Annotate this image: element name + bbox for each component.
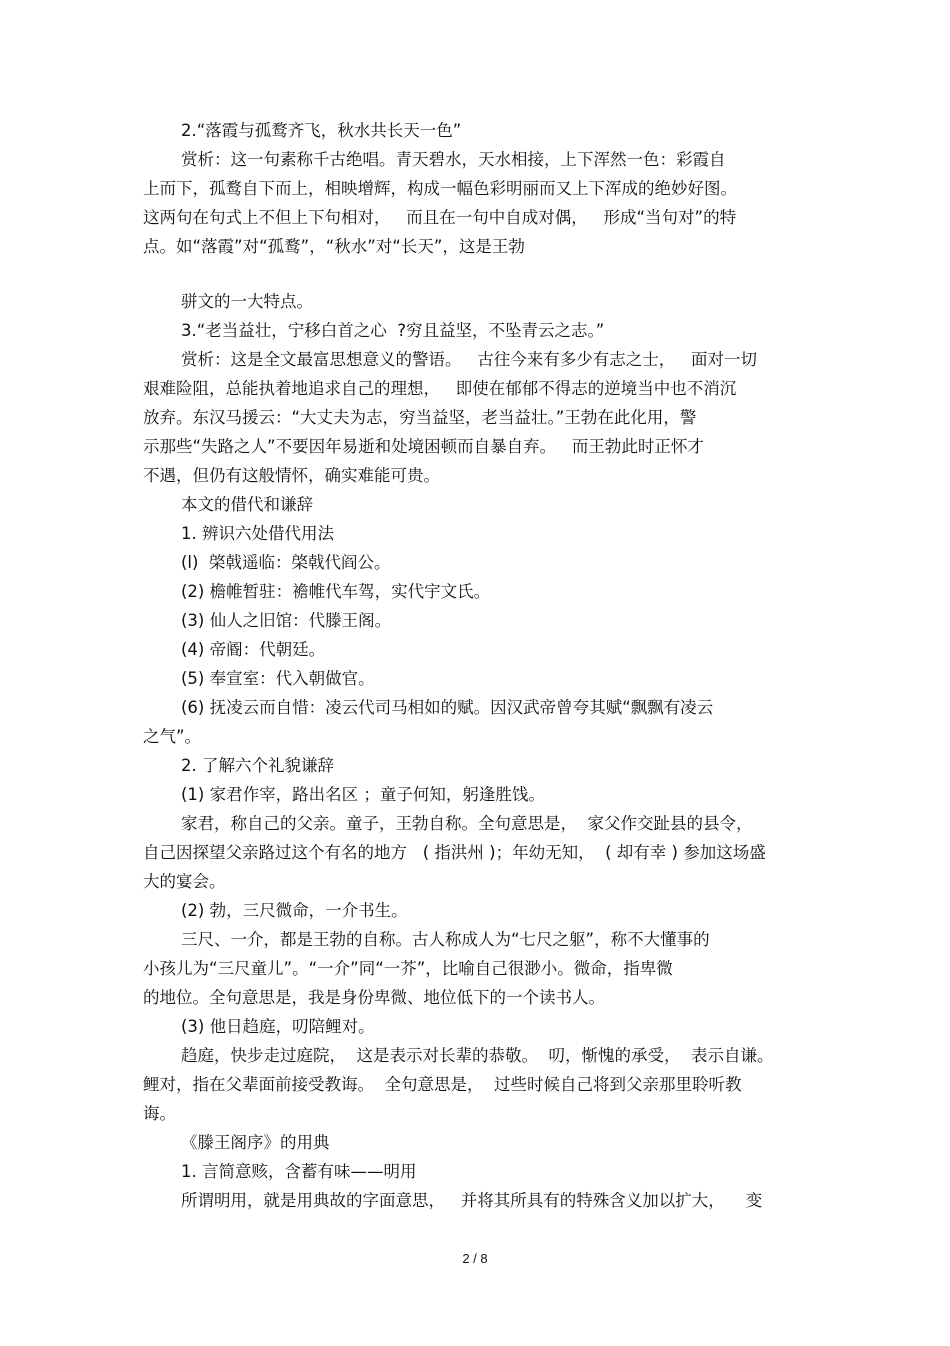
list-item: (6) 抚凌云而自惜：凌云代司马相如的赋。因汉武帝曾夸其赋“飘飘有凌云 (181, 698, 714, 717)
text-line: 2.“落霞与孤鹜齐飞，秋水共长天一色” (181, 121, 462, 140)
list-item: (5) 奉宣室：代入朝做官。 (181, 669, 375, 688)
text-line: 大的宴会。 (143, 872, 226, 891)
text-line: 小孩儿为“三尺童儿”。“一介”同“一芥”，比喻自己很渺小。微命，指卑微 (143, 959, 673, 978)
text-line: 赏析：这是全文最富思想意义的警语。 古往今来有多少有志之士， 面对一切 (181, 350, 757, 369)
page-number: 2 / 8 (462, 1251, 488, 1266)
text-line: 骈文的一大特点。 (181, 292, 313, 311)
text-line: 1. 言简意赅，含蓄有味——明用 (181, 1162, 417, 1181)
text-line: 趋庭，快步走过庭院， 这是表示对长辈的恭敬。 叨，惭愧的承受， 表示自谦。 (181, 1046, 774, 1065)
list-item: (l) 棨戟遥临：棨戟代阎公。 (181, 553, 391, 572)
list-item: (4) 帝阍：代朝廷。 (181, 640, 326, 659)
text-line: 三尺、一介，都是王勃的自称。古人称成人为“七尺之躯”，称不大懂事的 (181, 930, 710, 949)
text-line: 所谓明用，就是用典故的字面意思， 并将其所具有的特殊含义加以扩大， 变 (181, 1191, 763, 1210)
text-line: 放弃。东汉马援云：“大丈夫为志，穷当益坚，老当益壮。”王勃在此化用，警 (143, 408, 697, 427)
text-line: 2. 了解六个礼貌谦辞 (181, 756, 334, 775)
text-line: 1. 辨识六处借代用法 (181, 524, 334, 543)
text-line: 的地位。全句意思是，我是身份卑微、地位低下的一个读书人。 (143, 988, 605, 1007)
text-line: 这两句在句式上不但上下句相对， 而且在一句中自成对偶， 形成“当句对”的特 (143, 208, 737, 227)
text-line: 诲。 (143, 1104, 176, 1123)
text-line: 点。如“落霞”对“孤鹜”，“秋水”对“长天”，这是王勃 (143, 237, 525, 256)
section-heading: 本文的借代和谦辞 (181, 495, 313, 514)
section-heading: 《滕王阁序》的用典 (181, 1133, 330, 1152)
list-item: (1) 家君作宰，路出名区 ；童子何知，躬逢胜饯。 (181, 785, 545, 804)
text-line: 家君，称自己的父亲。童子，王勃自称。全句意思是， 家父作交趾县的县令， (181, 814, 753, 833)
list-item: (3) 仙人之旧馆：代滕王阁。 (181, 611, 392, 630)
text-line: 赏析：这一句素称千古绝唱。青天碧水，天水相接，上下浑然一色：彩霞自 (181, 150, 726, 169)
text-line: 示那些“失路之人”不要因年易逝和处境困顿而自暴自弃。 而王勃此时正怀才 (143, 437, 704, 456)
text-line: 3.“老当益壮，宁移白首之心 ?穷且益坚，不坠青云之志。” (181, 321, 605, 340)
list-item: (2) 勃，三尺微命，一介书生。 (181, 901, 408, 920)
list-item: (2) 檐帷暂驻：襜帷代车驾，实代宇文氏。 (181, 582, 491, 601)
text-line: 自己因探望父亲路过这个有名的地方 ( 指洪州 )；年幼无知， ( 却有幸 ) 参加这场盛 (143, 843, 766, 862)
text-line: 不遇，但仍有这般情怀，确实难能可贵。 (143, 466, 440, 485)
text-line: 上而下，孤鹜自下而上，相映增辉，构成一幅色彩明丽而又上下浑成的绝妙好图。 (143, 179, 737, 198)
text-line: 鲤对，指在父辈面前接受教诲。 全句意思是， 过些时候自己将到父亲那里聆听教 (143, 1075, 742, 1094)
text-line: 之气”。 (143, 727, 202, 746)
text-line: 艰难险阻，总能执着地追求自己的理想， 即使在郁郁不得志的逆境当中也不消沉 (143, 379, 737, 398)
list-item: (3) 他日趋庭，叨陪鲤对。 (181, 1017, 375, 1036)
